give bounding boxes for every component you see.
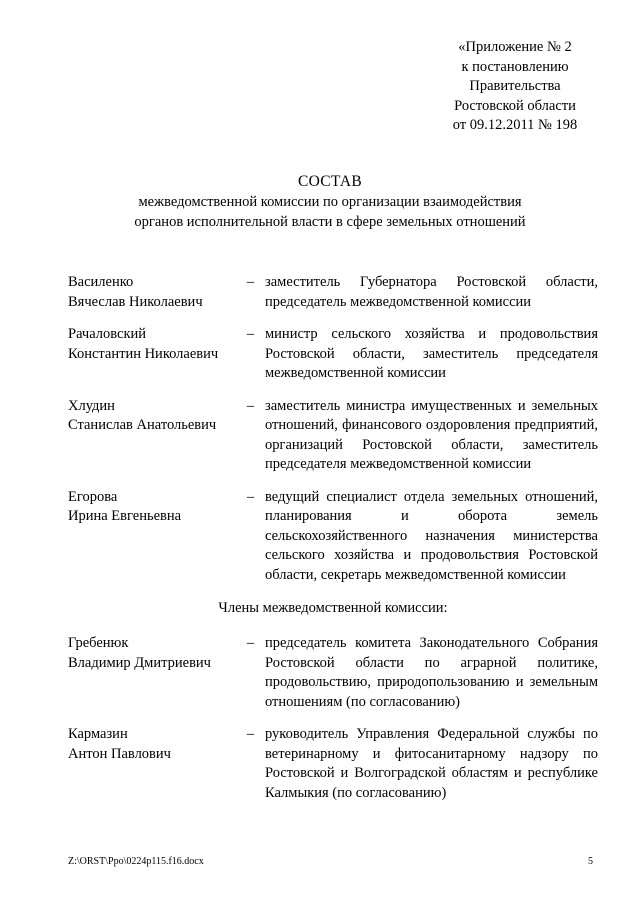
member-name: [68, 397, 238, 475]
title-line-1: межведомственной комиссии по организации взаимодействия: [138, 194, 522, 210]
member-given-name: Владимир Дмитриевич: [68, 654, 211, 671]
member-position: заместитель министра имущественных и земельных отношений, финансового оздоровления предприятий, организаций Ростовской области, заместитель председателя межведомственной комиссии: [265, 397, 598, 472]
member-surname: Гребенюк: [68, 635, 129, 651]
annex-line-5: от 09.12.2011 № 198: [452, 117, 578, 133]
member-position: руководитель Управления Федеральной службы по ветеринарному и фитосанитарному надзору по Ростовской и Волгоградской областям и республике Калмыкия (по согласованию): [265, 726, 598, 801]
member-given-name: Антон Павлович: [68, 745, 171, 762]
member-dash: –: [246, 635, 255, 651]
member-dash: –: [246, 397, 255, 414]
member-surname: Хлудин: [68, 397, 115, 414]
member-given-name: Вячеслав Николаевич: [68, 293, 203, 310]
member-position: заместитель Губернатора Ростовской области, председатель межведомственной комиссии: [265, 274, 598, 310]
member-row: [68, 634, 598, 712]
member-surname: Кармазин: [68, 726, 128, 742]
member-given-name: Станислав Анатольевич: [68, 417, 217, 433]
commission-list: [68, 273, 598, 816]
title-main: СОСТАВ: [297, 173, 363, 190]
member-position: ведущий специалист отдела земельных отношений, планирования и оборота земель сельскохозяйственного назначения министерства сельского хозяйства и продовольствия Ростовской области, секретарь межведомственной комиссии: [265, 488, 598, 583]
member-name: [68, 325, 238, 384]
member-surname: Егорова: [68, 488, 118, 505]
member-name: [68, 488, 238, 586]
member-row: [68, 325, 598, 384]
annex-line-4: Ростовской области: [454, 97, 576, 114]
member-row: [68, 273, 598, 312]
member-given-name: Константин Николаевич: [68, 345, 219, 362]
members-heading: Члены межведомственной комиссии:: [218, 600, 448, 616]
member-row: [68, 397, 598, 475]
title-line-2: органов исполнительной власти в сфере земельных отношений: [134, 214, 526, 230]
member-surname: Рачаловский: [68, 326, 147, 342]
member-position: председатель комитета Законодательного Собрания Ростовской области по аграрной политике, продовольствию, природопользованию и земельным отношениям (по согласованию): [265, 635, 598, 710]
footer-file-path: Z:\ORST\Ppo\0224p115.f16.docx: [68, 856, 204, 867]
member-dash: –: [246, 326, 255, 342]
member-row: [68, 488, 598, 586]
member-name: [68, 634, 238, 712]
member-name: [68, 725, 238, 803]
member-dash: –: [246, 488, 255, 505]
member-dash: –: [246, 274, 255, 290]
annex-line-3: Правительства: [469, 78, 561, 94]
member-row: [68, 725, 598, 803]
member-surname: Василенко: [68, 274, 134, 290]
document-title: [60, 172, 600, 232]
annex-line-2: к постановлению: [461, 58, 569, 75]
member-dash: –: [246, 726, 255, 742]
page-number: 5: [588, 856, 593, 867]
annex-line-1: «Приложение № 2: [458, 39, 572, 55]
member-name: [68, 273, 238, 312]
annex-block: [430, 38, 600, 136]
member-position: министр сельского хозяйства и продовольствия Ростовской области, заместитель председателя межведомственной комиссии: [265, 326, 598, 381]
member-given-name: Ирина Евгеньевна: [68, 508, 182, 524]
